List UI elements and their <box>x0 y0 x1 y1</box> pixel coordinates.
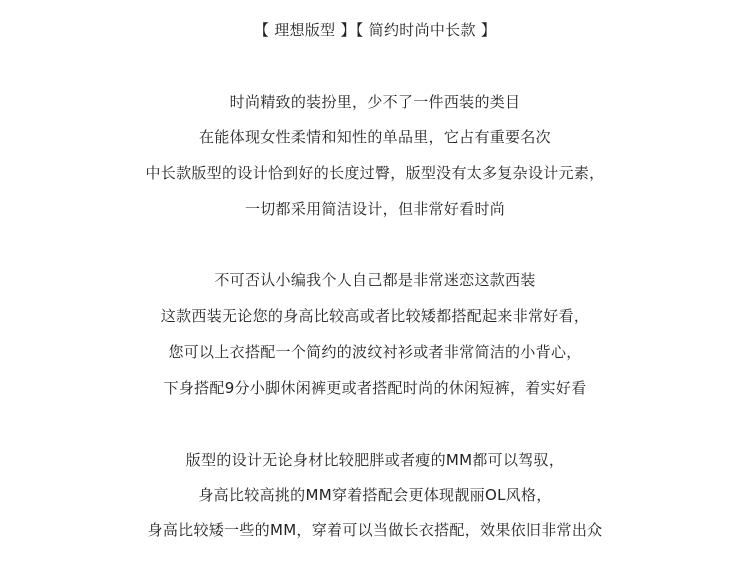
text-line: 版型的设计无论身材比较肥胖或者瘦的MM都可以驾驭， <box>185 451 565 469</box>
text-line: 在能体现女性柔情和知性的单品里，它占有重要名次 <box>199 128 551 146</box>
section-heading: 【 理想版型 】【 简约时尚中长款 】 <box>253 21 497 39</box>
text-line: 一切都采用简洁设计，但非常好看时尚 <box>244 200 506 218</box>
text-line: 中长款版型的设计恰到好的长度过臀，版型没有太多复杂设计元素， <box>145 164 605 182</box>
text-line: 时尚精致的装扮里，少不了一件西装的类目 <box>229 93 521 111</box>
text-line: 您可以上衣搭配一个简约的波纹衬衫或者非常简洁的小背心， <box>168 343 582 361</box>
text-line: 不可否认小编我个人自己都是非常迷恋这款西装 <box>214 271 536 289</box>
text-line: 身高比较矮一些的MM，穿着可以当做长衣搭配，效果依旧非常出众 <box>147 521 603 539</box>
text-line: 身高比较高挑的MM穿着搭配会更体现靓丽OL风格， <box>198 486 552 504</box>
text-line: 这款西装无论您的身高比较高或者比较矮都搭配起来非常好看， <box>160 307 590 325</box>
text-line: 下身搭配9分小脚休闲裤更或者搭配时尚的休闲短裤，着实好看 <box>163 379 587 397</box>
